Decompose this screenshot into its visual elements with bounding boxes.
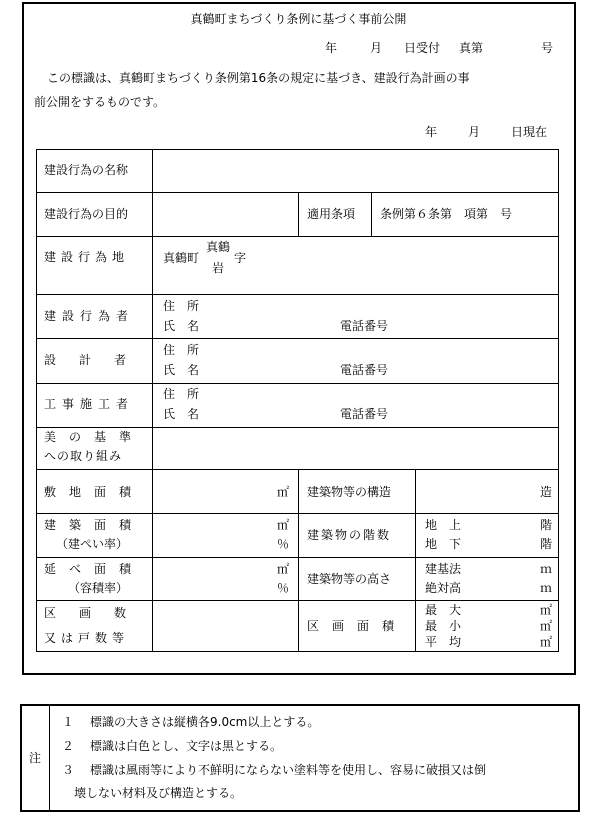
developer-tel-label: 電話番号: [340, 319, 389, 333]
contractor-name-label: 氏 名: [163, 407, 200, 421]
developer-address-label: 住 所: [163, 299, 200, 313]
label-height: 建築物等の高さ: [307, 572, 392, 586]
height-absolute-label: 絶対高: [425, 581, 462, 595]
receipt-month: 月: [370, 41, 383, 55]
designer-tel-label: 電話番号: [340, 363, 389, 377]
label-developer: 建設行為者: [44, 309, 135, 323]
height-kijunho-unit: ｍ: [540, 562, 553, 576]
label-floors: 建築物の階数: [307, 528, 392, 542]
lot-min-unit: ㎡: [540, 619, 553, 633]
page-title: 真鶴町まちづくり条例に基づく事前公開: [190, 12, 407, 26]
site-town: 真鶴町: [163, 251, 200, 265]
label-site-area: 敷地面積: [44, 485, 145, 499]
site-ruby-top: 真鶴: [206, 240, 231, 254]
label-lots-1: 区画数: [44, 606, 150, 620]
site-area-unit: ㎡: [277, 485, 290, 499]
label-lots-2: 又は戸数等: [44, 631, 130, 645]
note-3-num: ３: [62, 763, 75, 777]
lot-max-unit: ㎡: [540, 603, 553, 617]
height-absolute-unit: ｍ: [540, 581, 553, 595]
site-aza: 字: [234, 251, 247, 265]
label-contractor: 工事施工者: [44, 397, 135, 411]
coverage-ratio-unit: ％: [277, 537, 290, 551]
asof-month: 月: [468, 125, 481, 139]
clause-value: 条例第６条第 項第 号: [380, 207, 513, 221]
label-clause: 適用条項: [307, 207, 356, 221]
note-3-text: 標識は風雨等により不鮮明にならない塗料等を使用し、容易に破損又は倒: [90, 763, 487, 777]
floors-above-label: 地 上: [425, 518, 462, 532]
notes-head: 注: [29, 751, 42, 765]
receipt-number-prefix: 真第: [459, 41, 484, 55]
receipt-number-suffix: 号: [541, 41, 554, 55]
contractor-address-label: 住 所: [163, 387, 200, 401]
asof-day: 日現在: [511, 125, 548, 139]
label-floor-area: 延べ面積: [44, 562, 145, 576]
note-3-continuation: 壊しない材料及び構造とする。: [74, 786, 243, 800]
label-far: （容積率）: [68, 581, 129, 595]
label-structure: 建築物等の構造: [307, 485, 392, 499]
note-1-num: １: [62, 715, 75, 729]
designer-name-label: 氏 名: [163, 363, 200, 377]
floor-area-unit: ㎡: [277, 562, 290, 576]
note-2-num: ２: [62, 739, 75, 753]
intro-line-2: 前公開をするものです。: [34, 95, 166, 109]
height-kijunho-label: 建基法: [425, 562, 462, 576]
lot-max-label: 最 大: [425, 603, 462, 617]
label-name: 建設行為の名称: [44, 163, 129, 177]
floors-below-label: 地 下: [425, 537, 462, 551]
label-purpose: 建設行為の目的: [44, 207, 129, 221]
contractor-tel-label: 電話番号: [340, 407, 389, 421]
label-site: 建設行為地: [44, 250, 130, 264]
floors-below-unit: 階: [540, 537, 553, 551]
note-2-text: 標識は白色とし、文字は黒とする。: [90, 739, 283, 753]
label-beauty-2: への取り組み: [44, 449, 123, 463]
far-unit: ％: [277, 581, 290, 595]
intro-line-1: この標識は、真鶴町まちづくり条例第16条の規定に基づき、建設行為計画の事: [47, 71, 470, 85]
lot-min-label: 最 小: [425, 619, 462, 633]
label-building-area: 建築面積: [44, 518, 145, 532]
designer-address-label: 住 所: [163, 343, 200, 357]
asof-year: 年: [425, 125, 438, 139]
developer-name-label: 氏 名: [163, 319, 200, 333]
label-coverage-ratio: （建ぺい率）: [56, 537, 129, 551]
label-lot-area: 区画面積: [307, 619, 408, 633]
floors-above-unit: 階: [540, 518, 553, 532]
label-designer: 設計者: [44, 353, 150, 367]
lot-avg-unit: ㎡: [540, 635, 553, 649]
structure-unit: 造: [540, 485, 553, 499]
site-ruby-bottom: 岩: [212, 261, 225, 275]
receipt-day: 日受付: [404, 41, 441, 55]
lot-avg-label: 平 均: [425, 635, 462, 649]
building-area-unit: ㎡: [277, 518, 290, 532]
label-beauty-1: 美の基準: [44, 430, 145, 444]
receipt-year: 年: [325, 41, 338, 55]
note-1-text: 標識の大きさは縦横各9.0cm以上とする。: [90, 715, 320, 729]
